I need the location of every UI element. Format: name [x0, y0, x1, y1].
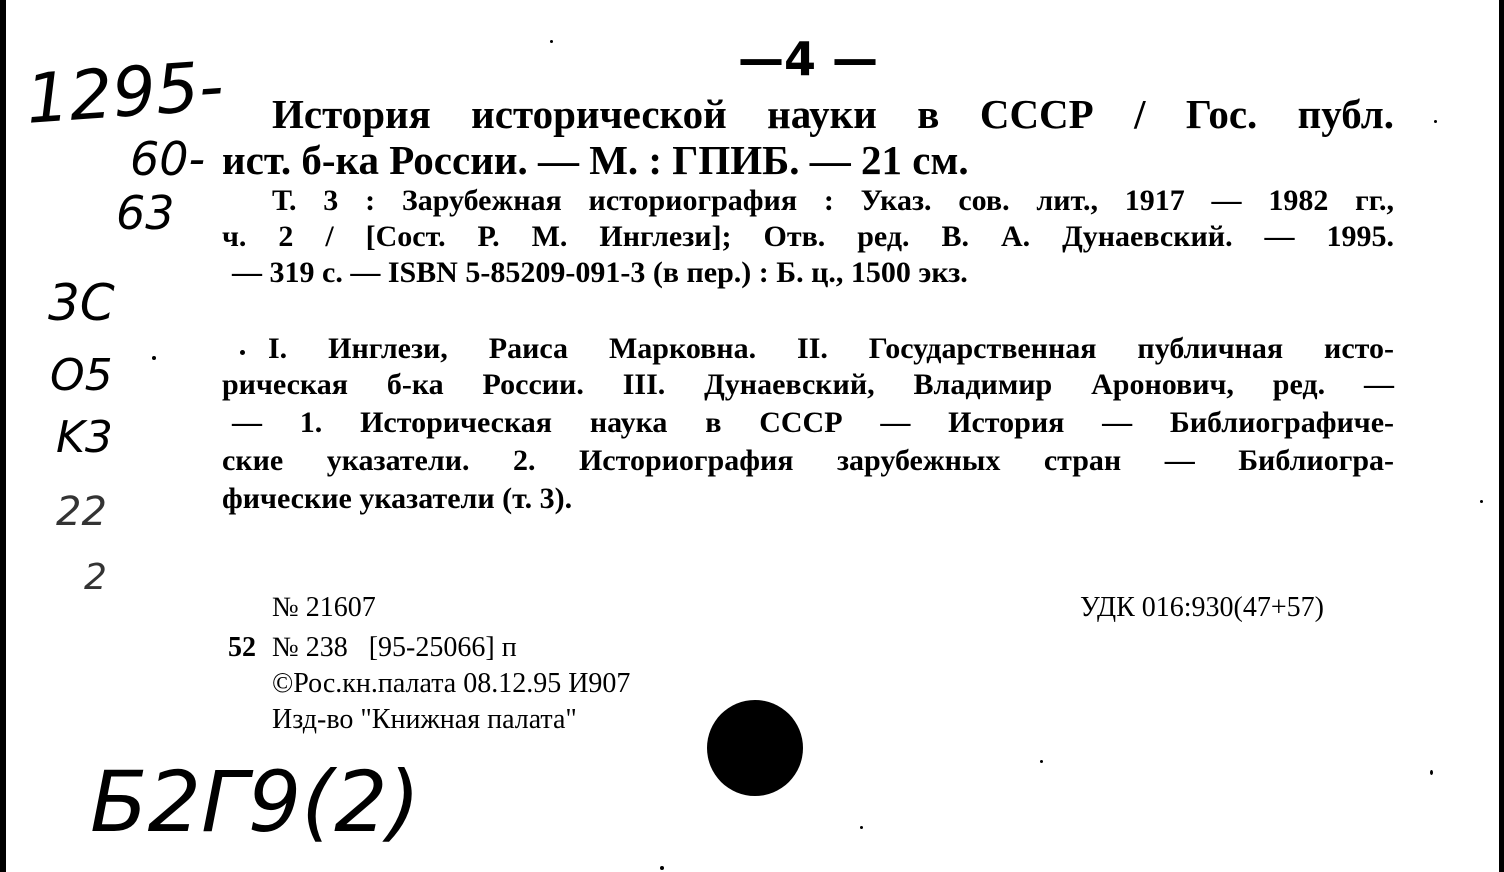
description-line-3: — 319 с. — ISBN 5-85209-091-3 (в пер.) : Б. ц., 1500 экз. — [232, 256, 968, 289]
tracing-line-1: I. Инглези, Раиса Марковна. II. Государственная публичная исто- — [268, 332, 1394, 365]
scan-speck — [1430, 770, 1433, 775]
description-line-1: Т. 3 : Зарубежная историография : Указ. сов. лит., 1917 — 1982 гг., — [272, 184, 1394, 217]
registry-prefix: 52 — [228, 632, 256, 663]
margin-code-5: 2 — [84, 557, 107, 598]
scan-edge-left — [0, 0, 6, 872]
margin-code-2: O5 — [50, 350, 113, 401]
bottom-call-mark: Б2Г9(2) — [90, 753, 421, 851]
tracing-line-2: рическая б-ка России. III. Дунаевский, Владимир Аронович, ред. — — [222, 368, 1394, 401]
scan-speck — [240, 350, 245, 355]
record-number: № 21607 — [272, 592, 376, 623]
copyright-line: ©Рос.кн.палата 08.12.95 И907 — [272, 668, 631, 699]
scan-speck — [860, 826, 863, 829]
page-number: —4 — — [738, 32, 879, 86]
shelf-mark-line-1: 1295- — [23, 47, 227, 140]
title-line-2: ист. б-ка России. — М. : ГПИБ. — 21 см. — [222, 137, 969, 183]
udc-code: УДК 016:930(47+57) — [1080, 592, 1324, 623]
scan-speck — [550, 40, 553, 43]
shelf-mark-line-2: 60- — [130, 132, 206, 186]
scan-speck — [152, 356, 156, 360]
scan-speck — [1480, 500, 1483, 503]
margin-code-4: 22 — [56, 489, 107, 535]
title-line-1: История исторической науки в СССР / Гос. публ. — [272, 91, 1394, 137]
scan-edge-right — [1499, 0, 1504, 872]
shelf-mark-line-3: 63 — [116, 186, 175, 240]
tracing-line-3: — 1. Историческая наука в СССР — История — Библиографиче- — [232, 406, 1394, 439]
scan-speck — [660, 866, 664, 870]
margin-code-3: K3 — [56, 412, 113, 463]
margin-code-1: 3C — [48, 274, 115, 332]
tracing-line-4: ские указатели. 2. Историография зарубежных стран — Библиогра- — [222, 444, 1394, 477]
scan-speck — [1040, 760, 1043, 763]
tracing-line-5: фические указатели (т. 3). — [222, 482, 573, 515]
registry-number: № 238 [95-25066] п — [272, 632, 517, 663]
scan-speck — [1434, 120, 1437, 123]
publisher-line: Изд-во "Книжная палата" — [272, 704, 577, 735]
punch-hole — [707, 700, 803, 796]
description-line-2: ч. 2 / [Сост. Р. М. Инглези]; Отв. ред. В. А. Дунаевский. — 1995. — [222, 220, 1394, 253]
